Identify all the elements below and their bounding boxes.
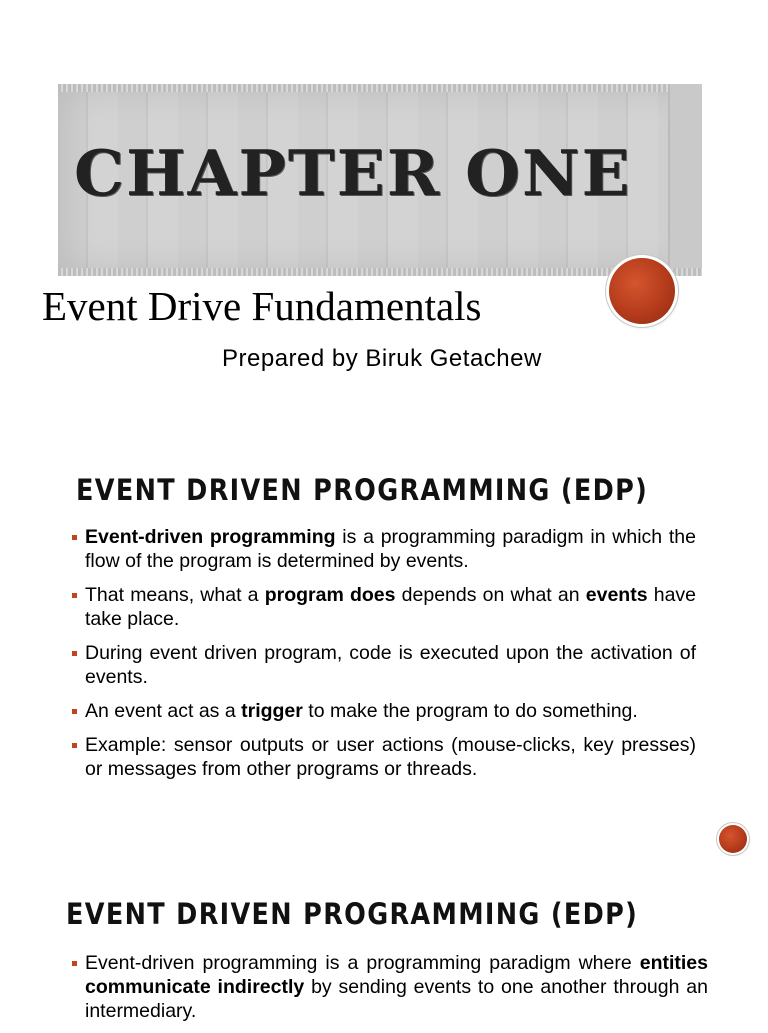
bullet-item [72, 525, 696, 573]
bullet-item [72, 951, 708, 1023]
bold-term: entities communicate indirectly [85, 952, 708, 998]
slide-subtitle: Event Drive Fundamentals [42, 283, 482, 329]
chapter-title: CHAPTER ONE [74, 136, 632, 210]
red-circle-icon [609, 258, 675, 324]
bullet-text: by sending events to one another through an intermediary. [85, 976, 708, 1022]
square-bullet-icon [72, 651, 77, 656]
bullet-item [72, 641, 696, 689]
bold-term: program does [264, 584, 396, 606]
title-slide [0, 0, 768, 415]
banner-edge [668, 84, 702, 276]
bullet-item [72, 699, 696, 723]
square-bullet-icon [72, 961, 77, 966]
author-line: Prepared by Biruk Getachew [222, 345, 542, 372]
bullet-text: is a programming paradigm in which the flow of the program is determined by events. [85, 526, 696, 572]
red-circle-icon [719, 825, 747, 853]
square-bullet-icon [72, 535, 77, 540]
bullet-list [72, 525, 696, 791]
edp-slide-2 [0, 865, 768, 1024]
bold-term: trigger [241, 700, 303, 722]
bullet-text: Example: sensor outputs or user actions (mouse-clicks, key presses) or messages from other programs or threads. [85, 734, 696, 780]
edp-slide-1 [0, 415, 768, 865]
bold-term: Event-driven programming [85, 526, 336, 548]
bullet-item [72, 733, 696, 781]
square-bullet-icon [72, 743, 77, 748]
bullet-text: to make the program to do something. [302, 700, 638, 722]
bullet-text: That means, what a [85, 584, 265, 606]
square-bullet-icon [72, 709, 77, 714]
bullet-text: Event-driven programming is a programming paradigm where [85, 952, 640, 974]
bullet-list [72, 951, 708, 1033]
bold-term: events [585, 584, 648, 606]
bullet-text: have take place. [85, 584, 697, 630]
bullet-text: During event driven program, code is executed upon the activation of events. [85, 642, 696, 688]
slide-heading: EVENT DRIVEN PROGRAMMING (EDP) [76, 473, 649, 507]
square-bullet-icon [72, 593, 77, 598]
bullet-text: depends on what an [395, 584, 586, 606]
bullet-text: An event act as a [85, 700, 242, 722]
bullet-item [72, 583, 696, 631]
slide-heading: EVENT DRIVEN PROGRAMMING (EDP) [66, 897, 639, 931]
